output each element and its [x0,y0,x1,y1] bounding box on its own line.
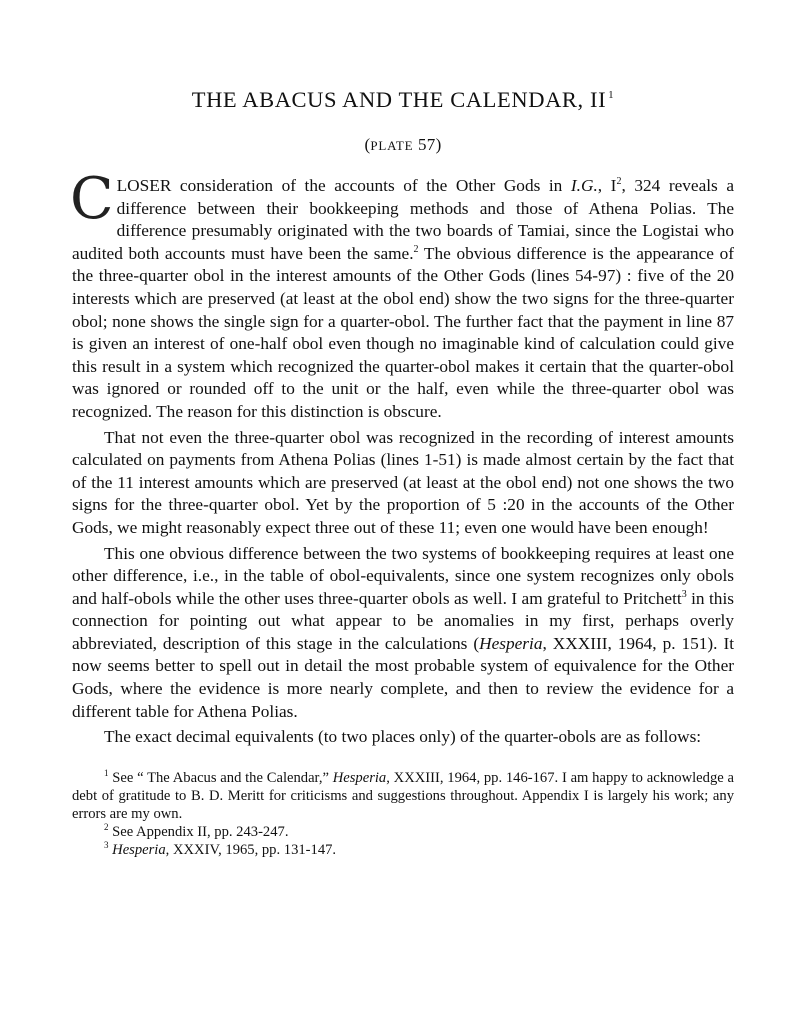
article-title [72,80,734,115]
paragraph-1: CLOSER consideration of the accounts of the Other Gods in I.G., I$^2$, 324 reveals a difference between their bookkeeping methods and those of Athena Polias. The difference presumably originated with the two boards of Tamiai, since the Logistai who audited both accounts must have been the same.$^2$ The obvious difference is the appearance of the three-quarter obol in the interest amounts of the Other Gods (lines 54-97) : five of the 20 interests which are preserved (at least at the obol end) show the two signs for the three-quarter obol; none shows the single sign for a quarter-obol. The further fact that the payment in line 87 is given an interest of one-half obol even though no imaginable kind of calculation could give this result in a system which recognized the quarter-obol makes it certain that the quarter-obol was ignored or rounded off to the unit or the half, even while the three-quarter obol was recognized. The reason for this distinction is obscure. [70,166,735,421]
footnote-2: $^2$ See Appendix II, pp. 243-247. [104,821,289,840]
title-text: THE ABACUS AND THE CALENDAR, II [191,87,607,112]
plate-reference [72,133,734,158]
footnote-3: $^3$ Hesperia, XXXIV, 1965, pp. 131-147. [104,839,337,858]
paragraph-4: The exact decimal equivalents (to two places only) of the quarter-obols are as follows: [104,727,702,747]
footnotes [72,769,734,859]
citation-hesperia: Hesperia [479,633,543,653]
plate-number: 57 [417,135,436,154]
footnote-1: $^1$ See “ The Abacus and the Calendar,” Hesperia, XXXIII, 1964, pp. 146-167. I am happy to acknowledge a debt of gratitude to B. D. Meritt for criticisms and suggestions throughout. Appendix I is largely his work; any errors are my own. [72,767,734,822]
plate-word: PLATE [370,138,414,153]
title-footnote-ref[interactable]: 1 [608,89,615,101]
paragraph-3: This one obvious difference between the two systems of bookkeeping requires at least one other difference, i.e., in the table of obol-equivalents, since one system recognizes only obols and half-obols while the other uses three-quarter obols as well. I am grateful to Pritchett$^3$ in this connection for pointing out what appear to be anomalies in my first, perhaps overly abbreviated, description of this stage in the calculations (Hesperia, XXXIII, 1964, p. 151). It now seems better to spell out in detail the most probable system of equivalence for the Other Gods, where the evidence is more nearly complete, and then to review the evidence for a different table for Athena Polias. [72,543,735,721]
citation-ig: I.G. [570,176,598,195]
drop-cap: C [70,166,114,232]
article-body [70,166,735,749]
plate-open-paren: ( [364,135,371,154]
footnote-ref-3[interactable]: 3 [681,588,687,600]
footnote-ref-2[interactable]: 2 [413,243,419,255]
plate-close-paren: ) [435,135,442,154]
paragraph-2: That not even the three-quarter obol was recognized in the recording of interest amounts calculated on payments from Athena Polias (lines 1-51) is made almost certain by the fact that of the 11 interest amounts which are preserved (at least at the obol end) not one shows the two signs for the three-quarter obol. Yet by the proportion of 5 :20 in the accounts of the Other Gods, we might reasonably expect three out of these 11; even one would have been enough! [72,427,734,537]
article-page [72,80,734,859]
